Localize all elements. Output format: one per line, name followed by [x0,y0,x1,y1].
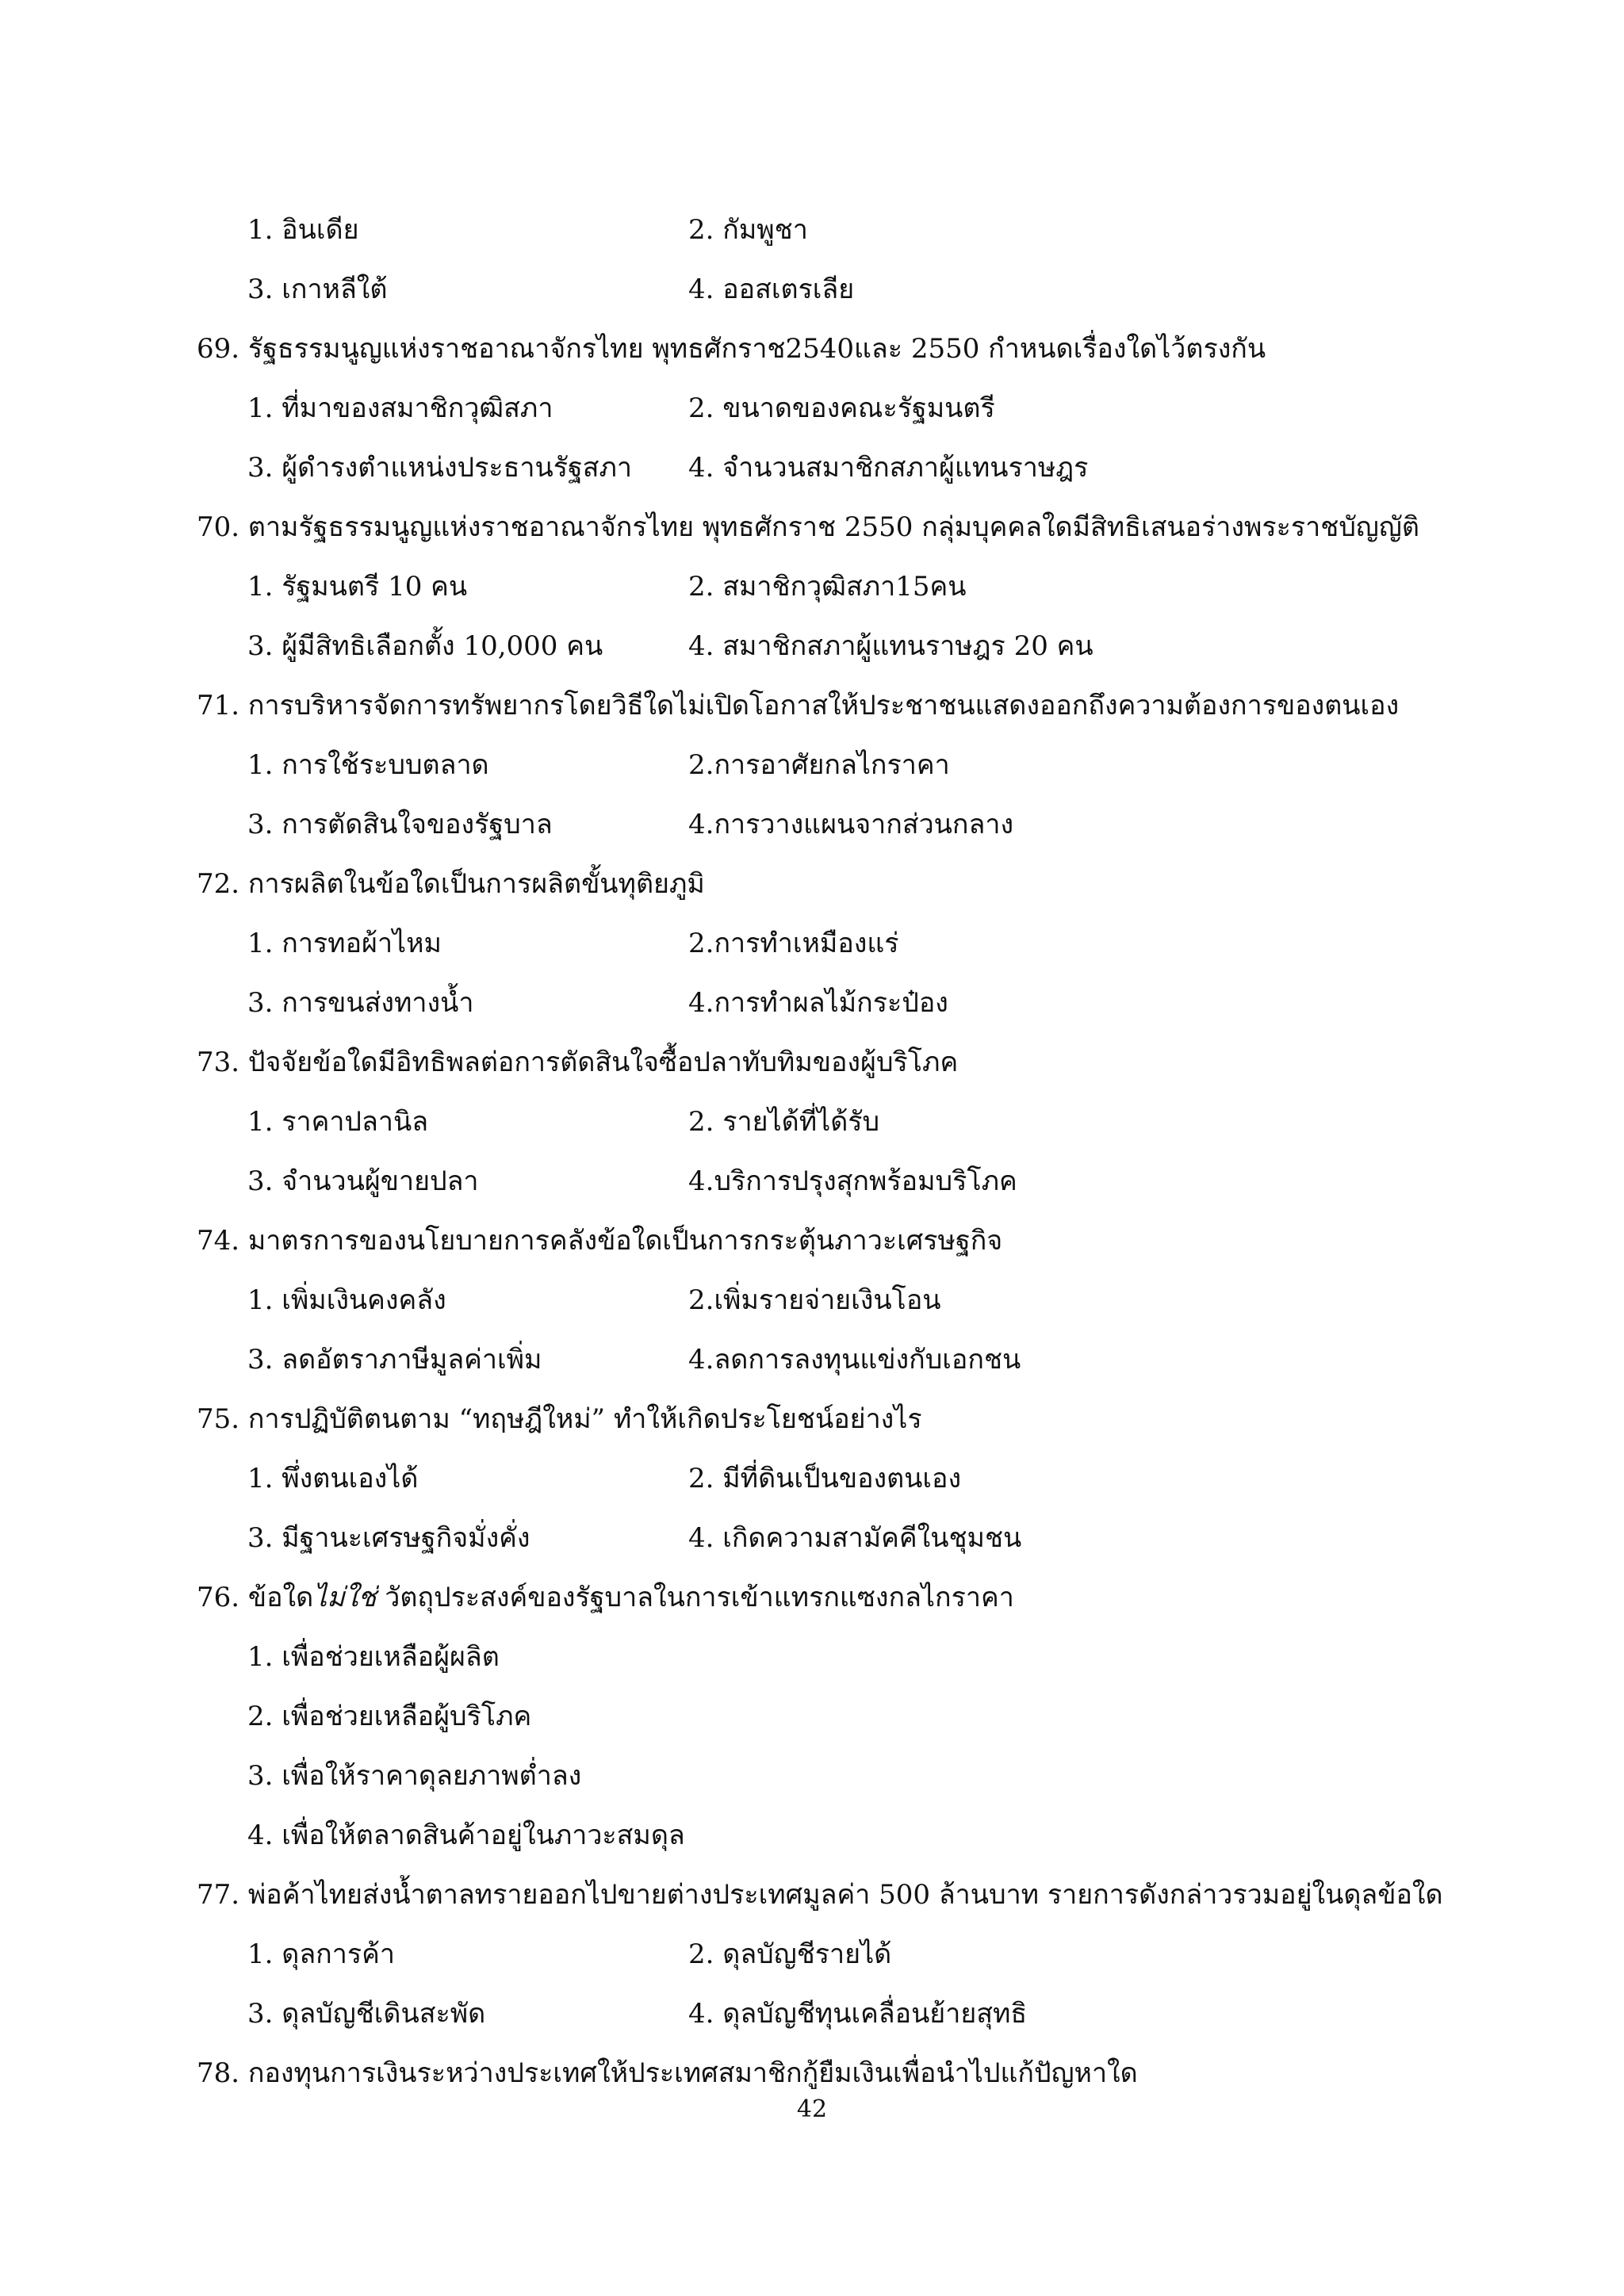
answer-option: 2. กัมพูชา [688,214,808,246]
answer-option: 2. รายได้ที่ได้รับ [688,1106,880,1138]
answer-option: 3. จำนวนผู้ขายปลา [247,1165,479,1197]
question-text: 77. พ่อค้าไทยส่งน้ำตาลทรายออกไปขายต่างประเทศมูลค่า 500 ล้านบาท รายการดังกล่าวรวมอยู่ในดุลข้อใด [197,1879,1443,1911]
answer-option: 3. ผู้มีสิทธิเลือกตั้ง 10,000 คน [247,630,603,662]
answer-option: 1. ดุลการค้า [247,1938,395,1970]
answer-option: 4. เพื่อให้ตลาดสินค้าอยู่ในภาวะสมดุล [247,1820,685,1851]
answer-option: 3. เกาหลีใต้ [247,274,388,305]
answer-option: 1. ที่มาของสมาชิกวุฒิสภา [247,392,553,424]
question-suffix: วัตถุประสงค์ของรัฐบาลในการเข้าแทรกแซงกลไกราคา [376,1582,1014,1613]
question-text: 72. การผลิตในข้อใดเป็นการผลิตขั้นทุติยภูมิ [197,868,705,900]
question-text: 74. มาตรการของนโยบายการคลังข้อใดเป็นการกระตุ้นภาวะเศรษฐกิจ [197,1225,1003,1257]
answer-option: 4.การทำผลไม้กระป๋อง [688,987,948,1019]
answer-option: 1. อินเดีย [247,214,359,246]
question-text: 75. การปฏิบัติตนตาม “ทฤษฎีใหม่” ทำให้เกิดประโยชน์อย่างไร [197,1403,922,1435]
answer-option: 1. รัฐมนตรี 10 คน [247,571,468,603]
answer-option: 2.เพิ่มรายจ่ายเงินโอน [688,1284,941,1316]
question-text: 70. ตามรัฐธรรมนูญแห่งราชอาณาจักรไทย พุทธศักราช 2550 กลุ่มบุคคลใดมีสิทธิเสนอร่างพระราชบัญญัติ [197,511,1419,543]
question-prefix: 76. ข้อใด [197,1582,314,1613]
answer-option: 3. การตัดสินใจของรัฐบาล [247,809,553,840]
answer-option: 4. เกิดความสามัคคีในชุมชน [688,1522,1022,1554]
answer-option: 2.การทำเหมืองแร่ [688,928,899,959]
answer-option: 4. ดุลบัญชีทุนเคลื่อนย้ายสุทธิ [688,1998,1028,2030]
question-emphasis: ไม่ใช่ [313,1582,377,1613]
answer-option: 2. ขนาดของคณะรัฐมนตรี [688,392,995,424]
question-text [197,1580,1014,1615]
answer-option: 3. ลดอัตราภาษีมูลค่าเพิ่ม [247,1344,542,1376]
answer-option: 3. การขนส่งทางน้ำ [247,987,474,1019]
answer-option: 4.การวางแผนจากส่วนกลาง [688,809,1014,840]
answer-option: 4. ออสเตรเลีย [688,274,855,305]
question-text: 69. รัฐธรรมนูญแห่งราชอาณาจักรไทย พุทธศักราช2540และ 2550 กำหนดเรื่องใดไว้ตรงกัน [197,333,1266,365]
answer-option: 3. เพื่อให้ราคาดุลยภาพต่ำลง [247,1760,582,1792]
question-text: 78. กองทุนการเงินระหว่างประเทศให้ประเทศสมาชิกกู้ยืมเงินเพื่อนำไปแก้ปัญหาใด [197,2057,1138,2089]
answer-option: 4. จำนวนสมาชิกสภาผู้แทนราษฎร [688,452,1089,484]
answer-option: 3. มีฐานะเศรษฐกิจมั่งคั่ง [247,1522,530,1554]
answer-option: 3. ดุลบัญชีเดินสะพัด [247,1998,486,2030]
answer-option: 3. ผู้ดำรงตำแหน่งประธานรัฐสภา [247,452,633,484]
answer-option: 4.บริการปรุงสุกพร้อมบริโภค [688,1165,1017,1197]
answer-option: 1. การทอผ้าไหม [247,928,442,959]
page-number: 42 [796,2095,828,2123]
answer-option: 1. พึ่งตนเองได้ [247,1463,419,1494]
answer-option: 1. การใช้ระบบตลาด [247,749,489,781]
answer-option: 4. สมาชิกสภาผู้แทนราษฎร 20 คน [688,630,1094,662]
answer-option: 1. เพื่อช่วยเหลือผู้ผลิต [247,1641,500,1673]
answer-option: 2. สมาชิกวุฒิสภา15คน [688,571,967,603]
question-text: 71. การบริหารจัดการทรัพยากรโดยวิธีใดไม่เปิดโอกาสให้ประชาชนแสดงออกถึงความต้องการของตนเอง [197,690,1400,721]
answer-option: 1. เพิ่มเงินคงคลัง [247,1284,446,1316]
answer-option: 2. เพื่อช่วยเหลือผู้บริโภค [247,1701,532,1732]
answer-option: 4.ลดการลงทุนแข่งกับเอกชน [688,1344,1021,1376]
answer-option: 2.การอาศัยกลไกราคา [688,749,950,781]
answer-option: 2. มีที่ดินเป็นของตนเอง [688,1463,962,1494]
answer-option: 2. ดุลบัญชีรายได้ [688,1938,892,1970]
answer-option: 1. ราคาปลานิล [247,1106,429,1138]
question-text: 73. ปัจจัยข้อใดมีอิทธิพลต่อการตัดสินใจซื้อปลาทับทิมของผู้บริโภค [197,1047,959,1078]
